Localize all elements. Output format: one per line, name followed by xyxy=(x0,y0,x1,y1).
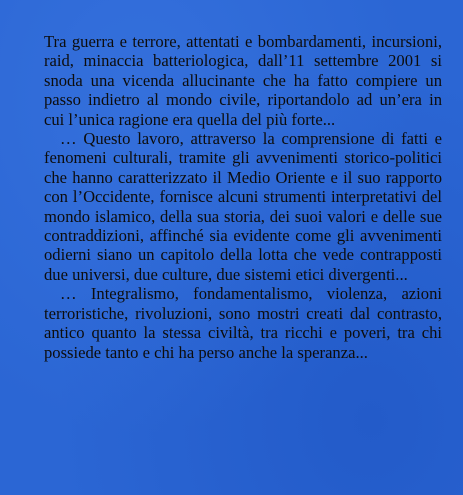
blurb-paragraph-1: Tra guerra e terrore, attentati e bombardamenti, incursioni, raid, minaccia batteriologica, dall’11 settembre 2001 si snoda una vicenda allucinante che ha fatto compiere un passo indietro al mondo civile, riportandolo ad un’era in cui l’unica ragione era quella del più forte... xyxy=(44,32,442,129)
blurb-paragraph-2: … Questo lavoro, attraverso la comprensione di fatti e fenomeni culturali, tramite gli avvenimenti storico-politici che hanno caratterizzato il Medio Oriente e il suo rapporto con l’Occidente, fornisce alcuni strumenti interpretativi del mondo islamico, della sua storia, dei suoi valori e delle sue contraddizioni, affinché sia evidente come gli avvenimenti odierni siano un capitolo della lotta che vede contrapposti due universi, due culture, due sistemi etici divergenti... xyxy=(44,129,442,284)
blurb-text xyxy=(44,32,442,362)
blurb-paragraph-3: … Integralismo, fondamentalismo, violenza, azioni terroristiche, rivoluzioni, sono mostri creati dal contrasto, antico quanto la stessa civiltà, tra ricchi e poveri, tra chi possiede tanto e chi ha perso anche la speranza... xyxy=(44,284,442,362)
